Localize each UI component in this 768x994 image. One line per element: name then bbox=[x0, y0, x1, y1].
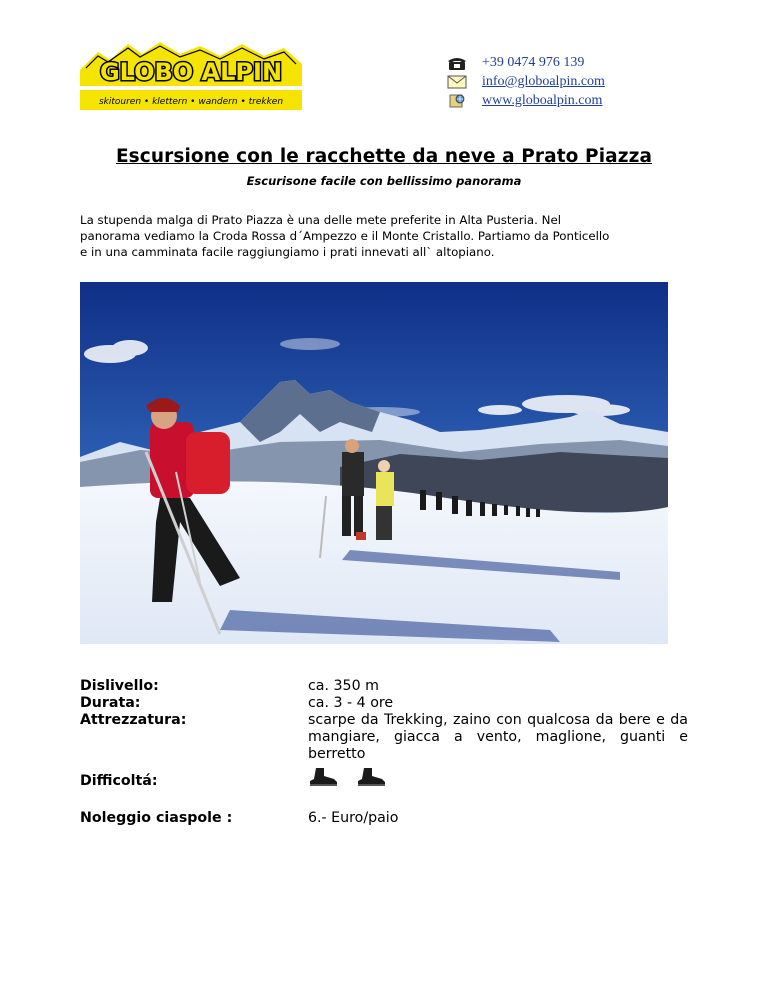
contact-web[interactable] bbox=[446, 92, 646, 110]
durata-label: Durata: bbox=[80, 695, 141, 711]
page-title: Escursione con le racchette da neve a Prato Piazza bbox=[115, 146, 653, 167]
difficolta-label: Difficoltá: bbox=[80, 773, 158, 789]
tour-details bbox=[80, 678, 688, 827]
logo-graphic bbox=[80, 40, 302, 116]
difficolta-rating bbox=[308, 765, 688, 792]
detail-row-difficolta bbox=[80, 765, 688, 792]
intro-line: La stupenda malga di Prato Piazza è una delle mete preferite in Alta Pusteria. Nel bbox=[80, 213, 561, 227]
snowshoe-hike-photo bbox=[80, 282, 668, 644]
dislivello-value: ca. 350 m bbox=[308, 678, 379, 694]
noleggio-value: 6.- Euro/paio bbox=[308, 810, 399, 826]
durata-value: ca. 3 - 4 ore bbox=[308, 695, 394, 711]
contact-phone bbox=[446, 54, 646, 72]
website-link[interactable]: www.globoalpin.com bbox=[482, 93, 603, 108]
noleggio-label: Noleggio ciaspole : bbox=[80, 810, 233, 826]
attrezzatura-label: Attrezzatura: bbox=[80, 712, 187, 728]
intro-paragraph bbox=[80, 212, 690, 260]
detail-row-noleggio bbox=[80, 810, 688, 827]
page-subtitle: Escurisone facile con bellissimo panorama bbox=[246, 174, 522, 188]
detail-row-attrezzatura bbox=[80, 712, 688, 763]
detail-row-durata bbox=[80, 695, 688, 712]
contact-block bbox=[446, 54, 646, 111]
contact-email[interactable] bbox=[446, 73, 646, 91]
mail-icon bbox=[446, 74, 468, 90]
web-icon bbox=[446, 93, 468, 109]
attrezzatura-value: scarpe da Trekking, zaino con qualcosa da bere e da mangiare, giacca a vento, maglione, guanti e berretto bbox=[308, 712, 688, 762]
phone-number: +39 0474 976 139 bbox=[482, 55, 585, 70]
detail-row-dislivello bbox=[80, 678, 688, 695]
phone-icon bbox=[446, 55, 468, 71]
intro-line: e in una camminata facile raggiungiamo i prati innevati all` altopiano. bbox=[80, 245, 495, 259]
logo-wordmark: GLOBO ALPIN bbox=[99, 58, 283, 86]
company-logo bbox=[80, 40, 302, 116]
logo-tagline: skitouren • klettern • wandern • trekken bbox=[98, 97, 284, 107]
boot-icon bbox=[308, 767, 338, 792]
dislivello-label: Dislivello: bbox=[80, 678, 159, 694]
email-link[interactable]: info@globoalpin.com bbox=[482, 74, 605, 89]
intro-line: panorama vediamo la Croda Rossa d´Ampezzo e il Monte Cristallo. Partiamo da Ponticello bbox=[80, 229, 610, 243]
boot-icon bbox=[356, 767, 386, 792]
